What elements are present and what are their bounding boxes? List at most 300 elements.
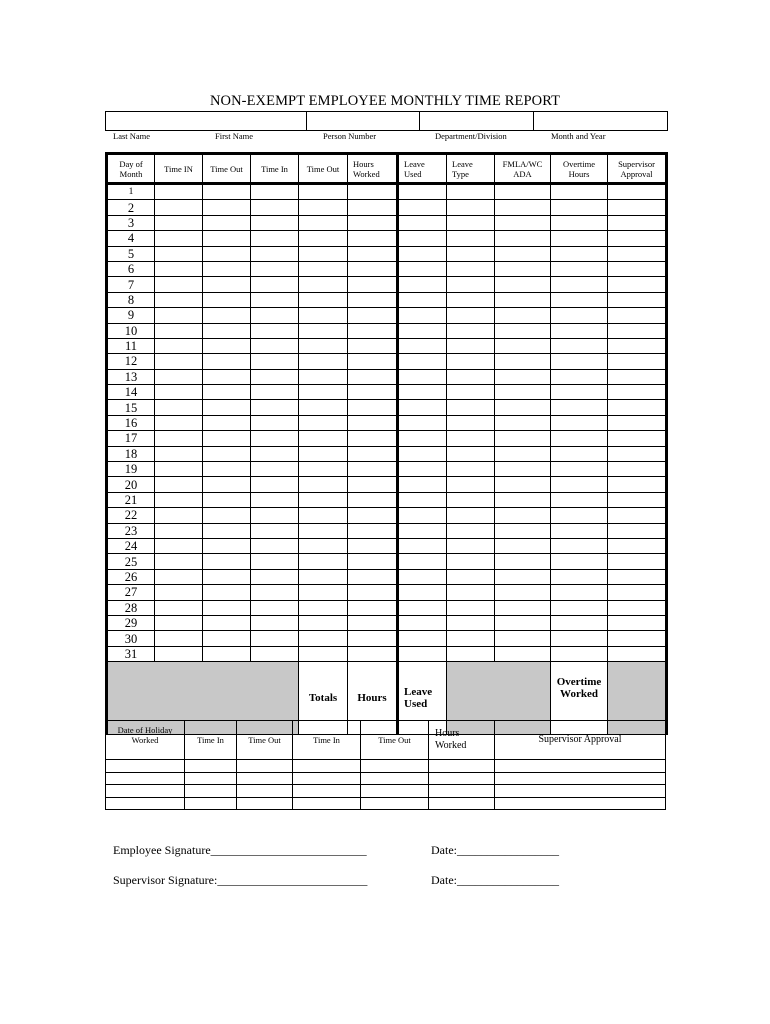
time-entry-cell[interactable] <box>251 554 299 569</box>
time-entry-cell[interactable] <box>551 554 608 569</box>
holiday-entry-cell[interactable] <box>106 785 185 798</box>
time-entry-cell[interactable] <box>608 323 667 338</box>
time-entry-cell[interactable] <box>398 600 447 615</box>
time-entry-cell[interactable] <box>348 184 398 200</box>
time-entry-cell[interactable] <box>348 215 398 230</box>
time-entry-cell[interactable] <box>348 462 398 477</box>
time-entry-cell[interactable] <box>495 200 551 215</box>
time-entry-cell[interactable] <box>155 569 203 584</box>
time-entry-cell[interactable] <box>155 338 203 353</box>
time-entry-cell[interactable] <box>495 600 551 615</box>
time-entry-cell[interactable] <box>155 308 203 323</box>
time-entry-cell[interactable] <box>299 385 348 400</box>
time-entry-cell[interactable] <box>551 338 608 353</box>
time-entry-cell[interactable] <box>447 646 495 661</box>
time-entry-cell[interactable] <box>608 646 667 661</box>
time-entry-cell[interactable] <box>348 231 398 246</box>
time-entry-cell[interactable] <box>348 415 398 430</box>
time-entry-cell[interactable] <box>447 261 495 276</box>
time-entry-cell[interactable] <box>251 261 299 276</box>
time-entry-cell[interactable] <box>608 385 667 400</box>
time-entry-cell[interactable] <box>251 508 299 523</box>
holiday-entry-cell[interactable] <box>429 797 495 810</box>
time-entry-cell[interactable] <box>348 385 398 400</box>
person-number-field[interactable] <box>307 112 420 131</box>
time-entry-cell[interactable] <box>608 400 667 415</box>
time-entry-cell[interactable] <box>203 415 251 430</box>
time-entry-cell[interactable] <box>608 277 667 292</box>
holiday-entry-cell[interactable] <box>237 785 293 798</box>
holiday-entry-cell[interactable] <box>106 772 185 785</box>
time-entry-cell[interactable] <box>251 231 299 246</box>
time-entry-cell[interactable] <box>203 292 251 307</box>
time-entry-cell[interactable] <box>155 477 203 492</box>
time-entry-cell[interactable] <box>447 523 495 538</box>
time-entry-cell[interactable] <box>348 338 398 353</box>
time-entry-cell[interactable] <box>551 600 608 615</box>
time-entry-cell[interactable] <box>203 385 251 400</box>
holiday-entry-cell[interactable] <box>237 797 293 810</box>
time-entry-cell[interactable] <box>299 292 348 307</box>
holiday-entry-cell[interactable] <box>361 772 429 785</box>
time-entry-cell[interactable] <box>299 184 348 200</box>
time-entry-cell[interactable] <box>348 308 398 323</box>
holiday-entry-cell[interactable] <box>495 760 666 773</box>
time-entry-cell[interactable] <box>608 231 667 246</box>
time-entry-cell[interactable] <box>551 615 608 630</box>
time-entry-cell[interactable] <box>495 308 551 323</box>
time-entry-cell[interactable] <box>398 554 447 569</box>
time-entry-cell[interactable] <box>551 569 608 584</box>
time-entry-cell[interactable] <box>551 308 608 323</box>
time-entry-cell[interactable] <box>551 538 608 553</box>
time-entry-cell[interactable] <box>155 446 203 461</box>
time-entry-cell[interactable] <box>299 554 348 569</box>
time-entry-cell[interactable] <box>251 569 299 584</box>
time-entry-cell[interactable] <box>348 246 398 261</box>
time-entry-cell[interactable] <box>551 400 608 415</box>
time-entry-cell[interactable] <box>495 538 551 553</box>
time-entry-cell[interactable] <box>251 292 299 307</box>
holiday-entry-cell[interactable] <box>237 760 293 773</box>
time-entry-cell[interactable] <box>203 308 251 323</box>
time-entry-cell[interactable] <box>203 246 251 261</box>
time-entry-cell[interactable] <box>608 308 667 323</box>
time-entry-cell[interactable] <box>398 277 447 292</box>
holiday-entry-cell[interactable] <box>185 772 237 785</box>
time-entry-cell[interactable] <box>155 400 203 415</box>
holiday-entry-cell[interactable] <box>495 772 666 785</box>
holiday-entry-cell[interactable] <box>361 785 429 798</box>
time-entry-cell[interactable] <box>495 354 551 369</box>
time-entry-cell[interactable] <box>447 231 495 246</box>
time-entry-cell[interactable] <box>251 415 299 430</box>
time-entry-cell[interactable] <box>299 231 348 246</box>
holiday-entry-cell[interactable] <box>185 797 237 810</box>
time-entry-cell[interactable] <box>447 369 495 384</box>
time-entry-cell[interactable] <box>299 600 348 615</box>
time-entry-cell[interactable] <box>398 400 447 415</box>
time-entry-cell[interactable] <box>608 246 667 261</box>
time-entry-cell[interactable] <box>348 261 398 276</box>
time-entry-cell[interactable] <box>495 492 551 507</box>
time-entry-cell[interactable] <box>551 277 608 292</box>
time-entry-cell[interactable] <box>447 184 495 200</box>
time-entry-cell[interactable] <box>608 477 667 492</box>
time-entry-cell[interactable] <box>551 585 608 600</box>
holiday-entry-cell[interactable] <box>106 760 185 773</box>
holiday-entry-cell[interactable] <box>106 797 185 810</box>
time-entry-cell[interactable] <box>251 200 299 215</box>
time-entry-cell[interactable] <box>348 600 398 615</box>
time-entry-cell[interactable] <box>299 508 348 523</box>
time-entry-cell[interactable] <box>299 631 348 646</box>
supervisor-signature-line[interactable]: Supervisor Signature:_________________________ <box>113 873 368 887</box>
holiday-entry-cell[interactable] <box>495 797 666 810</box>
last-first-name-field[interactable] <box>106 112 307 131</box>
time-entry-cell[interactable] <box>447 215 495 230</box>
time-entry-cell[interactable] <box>203 631 251 646</box>
time-entry-cell[interactable] <box>608 184 667 200</box>
time-entry-cell[interactable] <box>398 523 447 538</box>
time-entry-cell[interactable] <box>495 385 551 400</box>
time-entry-cell[interactable] <box>348 631 398 646</box>
time-entry-cell[interactable] <box>155 277 203 292</box>
time-entry-cell[interactable] <box>551 523 608 538</box>
time-entry-cell[interactable] <box>447 308 495 323</box>
time-entry-cell[interactable] <box>155 385 203 400</box>
time-entry-cell[interactable] <box>299 323 348 338</box>
time-entry-cell[interactable] <box>203 646 251 661</box>
time-entry-cell[interactable] <box>495 261 551 276</box>
time-entry-cell[interactable] <box>155 538 203 553</box>
time-entry-cell[interactable] <box>608 569 667 584</box>
time-entry-cell[interactable] <box>251 523 299 538</box>
holiday-entry-cell[interactable] <box>361 797 429 810</box>
holiday-entry-cell[interactable] <box>185 760 237 773</box>
time-entry-cell[interactable] <box>447 600 495 615</box>
employee-date-line[interactable]: Date:_________________ <box>431 843 559 857</box>
holiday-entry-cell[interactable] <box>429 785 495 798</box>
time-entry-cell[interactable] <box>608 631 667 646</box>
time-entry-cell[interactable] <box>348 400 398 415</box>
time-entry-cell[interactable] <box>398 354 447 369</box>
time-entry-cell[interactable] <box>495 231 551 246</box>
time-entry-cell[interactable] <box>495 323 551 338</box>
time-entry-cell[interactable] <box>608 292 667 307</box>
time-entry-cell[interactable] <box>495 554 551 569</box>
time-entry-cell[interactable] <box>155 600 203 615</box>
time-entry-cell[interactable] <box>155 462 203 477</box>
time-entry-cell[interactable] <box>398 338 447 353</box>
time-entry-cell[interactable] <box>155 231 203 246</box>
time-entry-cell[interactable] <box>203 200 251 215</box>
time-entry-cell[interactable] <box>398 184 447 200</box>
time-entry-cell[interactable] <box>299 369 348 384</box>
time-entry-cell[interactable] <box>348 615 398 630</box>
time-entry-cell[interactable] <box>251 385 299 400</box>
time-entry-cell[interactable] <box>447 246 495 261</box>
time-entry-cell[interactable] <box>299 585 348 600</box>
time-entry-cell[interactable] <box>495 615 551 630</box>
time-entry-cell[interactable] <box>447 492 495 507</box>
time-entry-cell[interactable] <box>203 446 251 461</box>
time-entry-cell[interactable] <box>608 354 667 369</box>
time-entry-cell[interactable] <box>203 431 251 446</box>
time-entry-cell[interactable] <box>608 492 667 507</box>
time-entry-cell[interactable] <box>447 354 495 369</box>
month-year-field[interactable] <box>534 112 668 131</box>
time-entry-cell[interactable] <box>348 508 398 523</box>
time-entry-cell[interactable] <box>608 215 667 230</box>
time-entry-cell[interactable] <box>495 292 551 307</box>
time-entry-cell[interactable] <box>203 600 251 615</box>
time-entry-cell[interactable] <box>251 369 299 384</box>
time-entry-cell[interactable] <box>551 292 608 307</box>
time-entry-cell[interactable] <box>551 354 608 369</box>
time-entry-cell[interactable] <box>155 261 203 276</box>
time-entry-cell[interactable] <box>495 338 551 353</box>
holiday-entry-cell[interactable] <box>429 772 495 785</box>
time-entry-cell[interactable] <box>551 261 608 276</box>
time-entry-cell[interactable] <box>551 385 608 400</box>
supervisor-date-line[interactable]: Date:_________________ <box>431 873 559 887</box>
time-entry-cell[interactable] <box>348 200 398 215</box>
time-entry-cell[interactable] <box>299 431 348 446</box>
time-entry-cell[interactable] <box>608 523 667 538</box>
time-entry-cell[interactable] <box>447 554 495 569</box>
time-entry-cell[interactable] <box>447 431 495 446</box>
time-entry-cell[interactable] <box>155 246 203 261</box>
time-entry-cell[interactable] <box>495 369 551 384</box>
holiday-entry-cell[interactable] <box>495 785 666 798</box>
time-entry-cell[interactable] <box>251 215 299 230</box>
time-entry-cell[interactable] <box>398 585 447 600</box>
time-entry-cell[interactable] <box>155 215 203 230</box>
time-entry-cell[interactable] <box>551 231 608 246</box>
time-entry-cell[interactable] <box>348 323 398 338</box>
time-entry-cell[interactable] <box>203 569 251 584</box>
time-entry-cell[interactable] <box>251 277 299 292</box>
time-entry-cell[interactable] <box>155 184 203 200</box>
time-entry-cell[interactable] <box>251 308 299 323</box>
time-entry-cell[interactable] <box>398 538 447 553</box>
time-entry-cell[interactable] <box>155 615 203 630</box>
time-entry-cell[interactable] <box>551 415 608 430</box>
holiday-entry-cell[interactable] <box>293 785 361 798</box>
time-entry-cell[interactable] <box>495 215 551 230</box>
time-entry-cell[interactable] <box>398 615 447 630</box>
time-entry-cell[interactable] <box>398 261 447 276</box>
time-entry-cell[interactable] <box>398 385 447 400</box>
time-entry-cell[interactable] <box>299 462 348 477</box>
time-entry-cell[interactable] <box>447 631 495 646</box>
time-entry-cell[interactable] <box>299 415 348 430</box>
time-entry-cell[interactable] <box>398 200 447 215</box>
time-entry-cell[interactable] <box>495 585 551 600</box>
time-entry-cell[interactable] <box>299 215 348 230</box>
time-entry-cell[interactable] <box>203 277 251 292</box>
holiday-entry-cell[interactable] <box>237 772 293 785</box>
time-entry-cell[interactable] <box>251 538 299 553</box>
time-entry-cell[interactable] <box>203 261 251 276</box>
time-entry-cell[interactable] <box>608 431 667 446</box>
time-entry-cell[interactable] <box>299 400 348 415</box>
holiday-entry-cell[interactable] <box>429 760 495 773</box>
time-entry-cell[interactable] <box>299 200 348 215</box>
time-entry-cell[interactable] <box>551 492 608 507</box>
time-entry-cell[interactable] <box>299 523 348 538</box>
time-entry-cell[interactable] <box>495 431 551 446</box>
time-entry-cell[interactable] <box>155 354 203 369</box>
time-entry-cell[interactable] <box>348 477 398 492</box>
holiday-entry-cell[interactable] <box>361 760 429 773</box>
holiday-entry-cell[interactable] <box>293 772 361 785</box>
time-entry-cell[interactable] <box>348 554 398 569</box>
time-entry-cell[interactable] <box>495 508 551 523</box>
time-entry-cell[interactable] <box>251 400 299 415</box>
time-entry-cell[interactable] <box>398 231 447 246</box>
time-entry-cell[interactable] <box>299 338 348 353</box>
time-entry-cell[interactable] <box>608 615 667 630</box>
time-entry-cell[interactable] <box>398 446 447 461</box>
department-field[interactable] <box>420 112 534 131</box>
time-entry-cell[interactable] <box>155 369 203 384</box>
time-entry-cell[interactable] <box>495 477 551 492</box>
time-entry-cell[interactable] <box>348 492 398 507</box>
time-entry-cell[interactable] <box>251 646 299 661</box>
employee-signature-line[interactable]: Employee Signature__________________________ <box>113 843 367 857</box>
time-entry-cell[interactable] <box>348 646 398 661</box>
time-entry-cell[interactable] <box>155 200 203 215</box>
time-entry-cell[interactable] <box>203 323 251 338</box>
holiday-entry-cell[interactable] <box>293 760 361 773</box>
time-entry-cell[interactable] <box>203 369 251 384</box>
time-entry-cell[interactable] <box>155 523 203 538</box>
time-entry-cell[interactable] <box>608 369 667 384</box>
time-entry-cell[interactable] <box>551 369 608 384</box>
time-entry-cell[interactable] <box>299 646 348 661</box>
time-entry-cell[interactable] <box>155 415 203 430</box>
time-entry-cell[interactable] <box>608 446 667 461</box>
time-entry-cell[interactable] <box>447 200 495 215</box>
time-entry-cell[interactable] <box>203 538 251 553</box>
time-entry-cell[interactable] <box>299 261 348 276</box>
time-entry-cell[interactable] <box>299 615 348 630</box>
time-entry-cell[interactable] <box>348 538 398 553</box>
time-entry-cell[interactable] <box>299 538 348 553</box>
time-entry-cell[interactable] <box>348 354 398 369</box>
time-entry-cell[interactable] <box>608 200 667 215</box>
time-entry-cell[interactable] <box>155 292 203 307</box>
time-entry-cell[interactable] <box>203 523 251 538</box>
time-entry-cell[interactable] <box>608 554 667 569</box>
time-entry-cell[interactable] <box>447 585 495 600</box>
time-entry-cell[interactable] <box>608 338 667 353</box>
time-entry-cell[interactable] <box>398 462 447 477</box>
time-entry-cell[interactable] <box>551 200 608 215</box>
time-entry-cell[interactable] <box>299 354 348 369</box>
time-entry-cell[interactable] <box>251 477 299 492</box>
time-entry-cell[interactable] <box>447 292 495 307</box>
time-entry-cell[interactable] <box>495 523 551 538</box>
time-entry-cell[interactable] <box>251 446 299 461</box>
time-entry-cell[interactable] <box>447 508 495 523</box>
time-entry-cell[interactable] <box>251 246 299 261</box>
time-entry-cell[interactable] <box>495 277 551 292</box>
time-entry-cell[interactable] <box>299 446 348 461</box>
holiday-entry-cell[interactable] <box>293 797 361 810</box>
time-entry-cell[interactable] <box>447 477 495 492</box>
time-entry-cell[interactable] <box>203 184 251 200</box>
time-entry-cell[interactable] <box>299 477 348 492</box>
time-entry-cell[interactable] <box>155 492 203 507</box>
time-entry-cell[interactable] <box>551 646 608 661</box>
time-entry-cell[interactable] <box>447 538 495 553</box>
time-entry-cell[interactable] <box>348 277 398 292</box>
time-entry-cell[interactable] <box>608 538 667 553</box>
time-entry-cell[interactable] <box>155 646 203 661</box>
time-entry-cell[interactable] <box>447 323 495 338</box>
time-entry-cell[interactable] <box>495 246 551 261</box>
time-entry-cell[interactable] <box>251 600 299 615</box>
time-entry-cell[interactable] <box>348 369 398 384</box>
time-entry-cell[interactable] <box>203 554 251 569</box>
time-entry-cell[interactable] <box>551 446 608 461</box>
time-entry-cell[interactable] <box>348 569 398 584</box>
time-entry-cell[interactable] <box>299 246 348 261</box>
time-entry-cell[interactable] <box>447 569 495 584</box>
time-entry-cell[interactable] <box>251 585 299 600</box>
time-entry-cell[interactable] <box>203 354 251 369</box>
time-entry-cell[interactable] <box>155 431 203 446</box>
time-entry-cell[interactable] <box>155 508 203 523</box>
time-entry-cell[interactable] <box>348 431 398 446</box>
time-entry-cell[interactable] <box>203 400 251 415</box>
time-entry-cell[interactable] <box>608 415 667 430</box>
time-entry-cell[interactable] <box>608 600 667 615</box>
time-entry-cell[interactable] <box>251 462 299 477</box>
time-entry-cell[interactable] <box>203 215 251 230</box>
time-entry-cell[interactable] <box>203 508 251 523</box>
time-entry-cell[interactable] <box>155 631 203 646</box>
time-entry-cell[interactable] <box>398 646 447 661</box>
time-entry-cell[interactable] <box>203 462 251 477</box>
time-entry-cell[interactable] <box>608 462 667 477</box>
time-entry-cell[interactable] <box>203 477 251 492</box>
time-entry-cell[interactable] <box>299 308 348 323</box>
time-entry-cell[interactable] <box>251 354 299 369</box>
time-entry-cell[interactable] <box>551 631 608 646</box>
time-entry-cell[interactable] <box>348 585 398 600</box>
time-entry-cell[interactable] <box>398 369 447 384</box>
time-entry-cell[interactable] <box>447 338 495 353</box>
time-entry-cell[interactable] <box>251 615 299 630</box>
time-entry-cell[interactable] <box>398 492 447 507</box>
time-entry-cell[interactable] <box>398 415 447 430</box>
time-entry-cell[interactable] <box>203 492 251 507</box>
time-entry-cell[interactable] <box>398 508 447 523</box>
time-entry-cell[interactable] <box>299 277 348 292</box>
time-entry-cell[interactable] <box>551 184 608 200</box>
time-entry-cell[interactable] <box>447 385 495 400</box>
time-entry-cell[interactable] <box>299 569 348 584</box>
time-entry-cell[interactable] <box>398 477 447 492</box>
time-entry-cell[interactable] <box>551 462 608 477</box>
time-entry-cell[interactable] <box>251 338 299 353</box>
time-entry-cell[interactable] <box>551 246 608 261</box>
time-entry-cell[interactable] <box>447 446 495 461</box>
